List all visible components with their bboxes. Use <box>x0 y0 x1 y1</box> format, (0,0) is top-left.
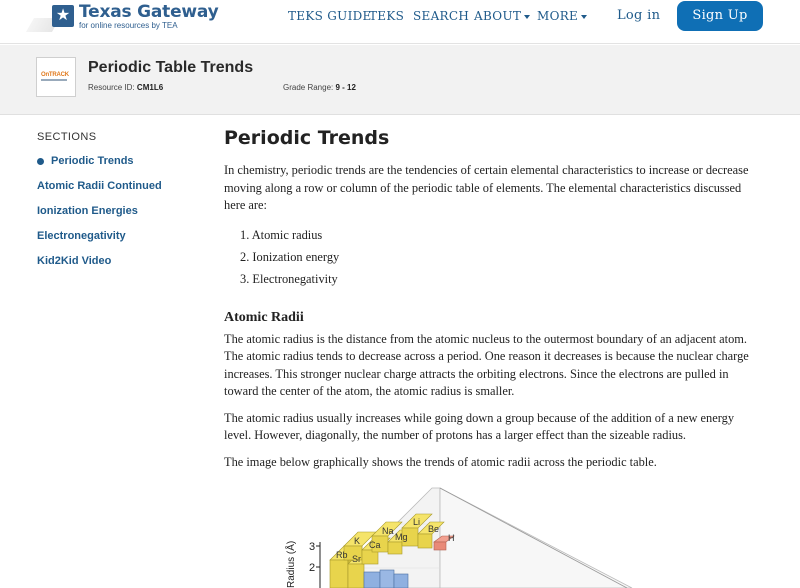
block-d <box>364 572 380 588</box>
nav-about[interactable] <box>474 9 530 23</box>
atomic-radii-paragraph-2: The atomic radius usually increases while going down a group because of the addition of a new energy level. However, diagonally, the number of protons has a larger effect than the sizeable radius. <box>224 410 735 442</box>
sidebar-item-kid2kid-video[interactable]: Kid2Kid Video <box>37 255 112 267</box>
element-label: K <box>354 536 361 546</box>
sections-heading: SECTIONS <box>37 131 97 143</box>
resource-id-label: Resource ID: <box>88 83 135 92</box>
page-title: Periodic Trends <box>224 127 390 149</box>
element-label: Mg <box>395 532 408 542</box>
y-tick-label: 2 <box>309 562 316 574</box>
atomic-radii-heading: Atomic Radii <box>224 309 304 325</box>
block-be <box>418 534 432 548</box>
y-tick-label: 3 <box>309 541 316 553</box>
nav-more[interactable] <box>537 9 587 23</box>
active-section-dot <box>37 158 44 165</box>
top-navigation-bar <box>0 0 800 44</box>
block-rb <box>330 560 348 588</box>
resource-title: Periodic Table Trends <box>88 59 254 76</box>
block-sr <box>348 564 364 588</box>
ontrack-logo <box>36 57 76 97</box>
atomic-radii-figure <box>272 484 672 588</box>
list-item: 3. Electronegativity <box>240 271 338 286</box>
logo-subtitle: for online resources by TEA <box>79 21 178 30</box>
nav-teks-guide[interactable]: TEKS GUIDE <box>288 9 372 23</box>
list-item: 1. Atomic radius <box>240 227 323 242</box>
texas-gateway-logo[interactable] <box>52 3 219 35</box>
atomic-radii-paragraph-3: The image below graphically shows the trends of atomic radii across the periodic table. <box>224 454 657 469</box>
block-mg <box>388 542 402 554</box>
grade-range-label: Grade Range: <box>283 83 334 92</box>
element-label: Be <box>428 524 440 534</box>
atomic-radii-3d-chart <box>272 484 672 588</box>
chevron-down-icon <box>524 15 530 19</box>
block-d <box>380 570 394 588</box>
resource-id-value: CM1L6 <box>136 83 164 92</box>
element-label: Sr <box>352 554 361 564</box>
trend-list <box>240 224 764 290</box>
sidebar-item-ionization-energies[interactable]: Ionization Energies <box>37 205 138 217</box>
sidebar-item-periodic-trends[interactable]: Periodic Trends <box>51 155 134 167</box>
grade-range-value: 9 - 12 <box>335 83 356 92</box>
signup-button[interactable]: Sign Up <box>677 1 763 31</box>
main-content <box>224 125 764 471</box>
logo-title: Texas Gateway <box>79 2 219 22</box>
nav-search[interactable]: SEARCH <box>413 9 470 23</box>
sidebar-item-electronegativity[interactable]: Electronegativity <box>37 230 126 242</box>
chevron-down-icon <box>581 15 587 19</box>
block-d <box>394 574 408 588</box>
element-label: Rb <box>336 550 348 560</box>
grade-range <box>283 83 356 92</box>
sidebar-item-atomic-radii-continued[interactable]: Atomic Radii Continued <box>37 180 162 192</box>
resource-id <box>88 83 163 92</box>
element-label: Na <box>382 526 394 536</box>
ontrack-logo-text: OnTRACK <box>41 72 69 78</box>
resource-header <box>0 45 800 115</box>
login-link[interactable]: Log in <box>617 8 661 23</box>
nav-teks[interactable]: TEKS <box>369 9 405 23</box>
element-label: Li <box>413 517 421 527</box>
star-icon: ★ <box>52 5 74 27</box>
y-axis-label: Radius (Å) <box>286 540 297 588</box>
atomic-radii-paragraph-1: The atomic radius is the distance from the atomic nucleus to the outermost boundary of an adjacent atom. The atomic radius tends to decrease across a period. One reason it decreases is because the nuclear charge increases. This stronger nuclear charge attracts the orbiting electrons. Since the electrons are pulled in toward the center of the atom, the atomic radius is smaller. <box>224 331 749 398</box>
nav-more-label: MORE <box>537 9 579 23</box>
element-label: H <box>448 533 455 543</box>
element-label: Ca <box>369 540 381 550</box>
intro-paragraph: In chemistry, periodic trends are the tendencies of certain elemental characteristics to increase or decrease moving along a row or column of the periodic table of elements. The elemental characteristics discussed here are: <box>224 163 749 212</box>
ontrack-logo-bar <box>41 79 67 81</box>
block-h <box>434 542 446 550</box>
nav-about-label: ABOUT <box>474 9 522 23</box>
logo-text <box>79 3 219 31</box>
list-item: 2. Ionization energy <box>240 249 340 264</box>
